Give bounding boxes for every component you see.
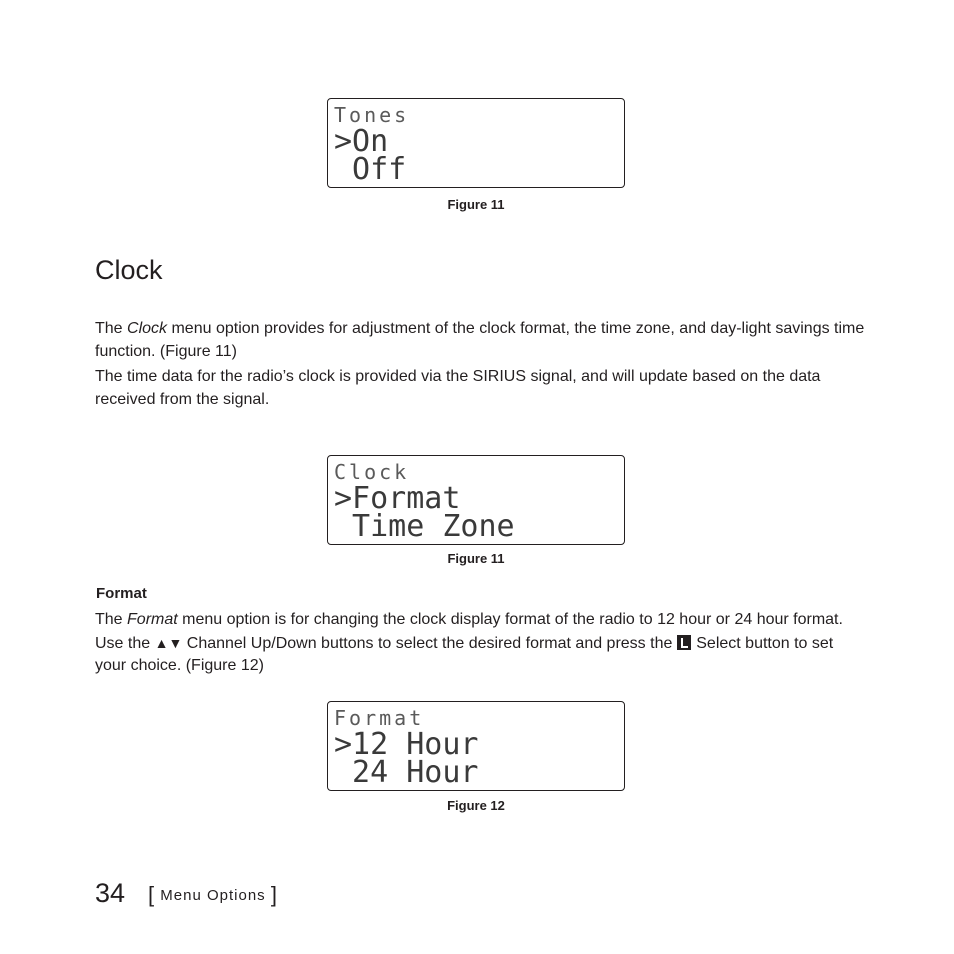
text-run: menu option is for changing the clock display format of the radio to 12 hour or 24 hour format. Use the bbox=[95, 611, 843, 652]
figure-caption: Figure 11 bbox=[447, 551, 505, 566]
lcd-line-title: Format bbox=[334, 706, 425, 730]
text-run: The bbox=[95, 320, 128, 337]
lcd-display-tones bbox=[327, 98, 625, 188]
lcd-display-format bbox=[327, 701, 625, 791]
up-down-arrows-icon: ▲▼ bbox=[154, 634, 183, 651]
subsection-heading: Format bbox=[96, 585, 147, 602]
lcd-line-title: Clock bbox=[334, 460, 410, 484]
lcd-line-option: Time Zone bbox=[334, 509, 515, 544]
lcd-line-option: Off bbox=[334, 152, 407, 187]
bracket-close: ] bbox=[270, 882, 278, 907]
section-name: Menu Options bbox=[160, 887, 266, 904]
lcd-display-clock bbox=[327, 455, 625, 545]
text-italic: Format bbox=[127, 611, 178, 628]
bracket-open: [ bbox=[148, 882, 156, 907]
paragraph-format bbox=[95, 609, 865, 678]
text-run: The bbox=[95, 611, 128, 628]
lcd-line-selected: >On bbox=[334, 124, 389, 159]
page-number: 34 bbox=[95, 878, 126, 908]
lcd-line-title: Tones bbox=[334, 103, 410, 127]
text-italic: Clock bbox=[127, 320, 168, 337]
lcd-line-option: 24 Hour bbox=[334, 755, 479, 790]
select-button-icon bbox=[677, 635, 691, 650]
section-heading: Clock bbox=[95, 255, 163, 285]
figure-caption: Figure 11 bbox=[447, 197, 505, 212]
lcd-line-selected: >12 Hour bbox=[334, 727, 479, 762]
text-run: Channel Up/Down buttons to select the desired format and press the bbox=[182, 634, 677, 652]
text-run: Select button to set your choice. (Figure 12) bbox=[95, 634, 834, 674]
figure-caption: Figure 12 bbox=[447, 798, 505, 813]
footer-section-label bbox=[148, 882, 278, 908]
lcd-line-selected: >Format bbox=[334, 481, 461, 516]
paragraph-clock-intro bbox=[95, 318, 865, 363]
paragraph-clock-signal: The time data for the radio’s clock is provided via the SIRIUS signal, and will update based on the data received from the signal. bbox=[95, 368, 821, 408]
text-run: menu option provides for adjustment of the clock format, the time zone, and day-light savings time function. (Figure 11) bbox=[95, 320, 865, 360]
